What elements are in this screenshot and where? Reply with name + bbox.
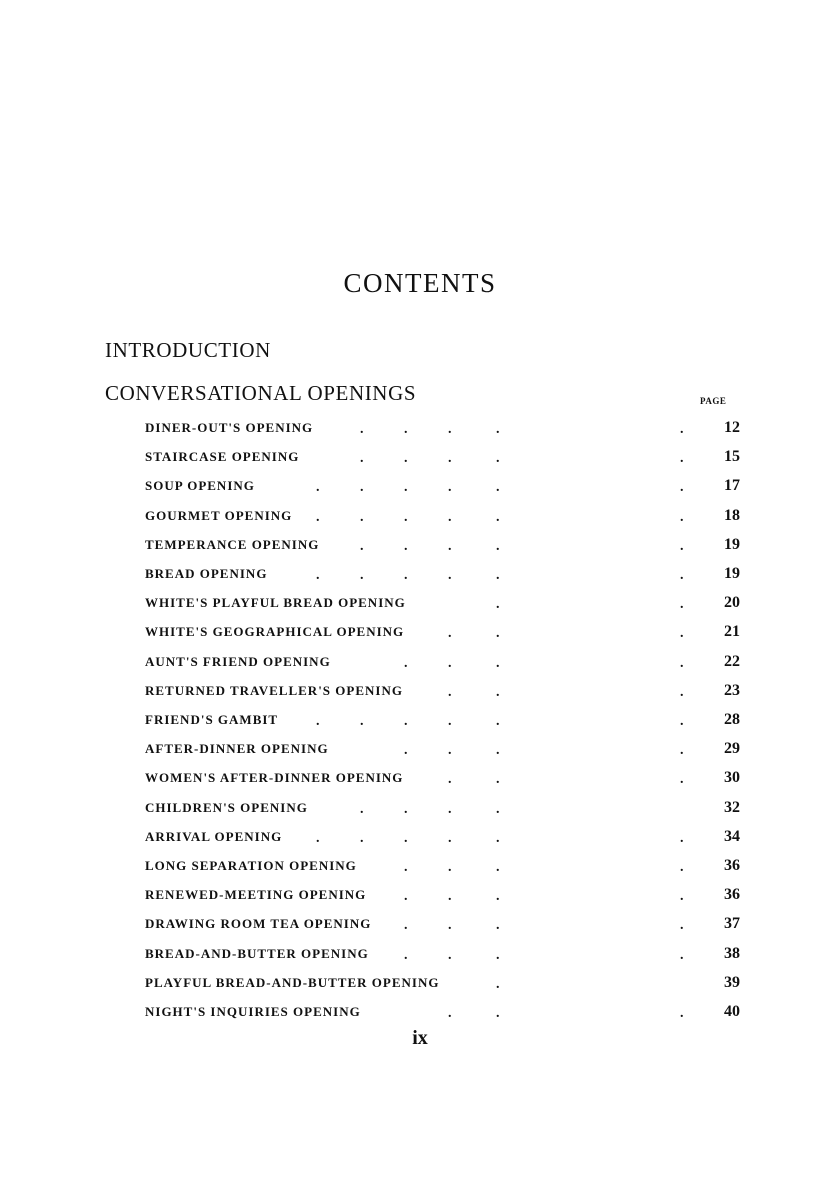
toc-entry-label: LONG SEPARATION OPENING [145,858,357,873]
toc-entry-label: AFTER-DINNER OPENING [145,741,329,756]
leader-end-dot: . [680,422,684,437]
dot-leaders: . . . . . [316,510,500,525]
dot-leaders: . . [448,1006,500,1021]
toc-entry-label: TEMPERANCE OPENING [145,537,320,552]
toc-entry-page-number: 21 [724,623,740,640]
toc-entry-page-number: 37 [724,915,740,932]
section-introduction: INTRODUCTION [105,338,271,362]
toc-entry-page-number: 18 [724,507,740,524]
toc-entry [0,942,840,964]
leader-end-dot: . [680,451,684,466]
dot-leaders: . . . [404,889,500,904]
toc-entry-label: STAIRCASE OPENING [145,449,300,464]
page-folio: ix [412,1027,428,1049]
dot-leaders: . . . [404,918,500,933]
dot-leaders: . [496,977,500,992]
dot-leaders: . . . [404,743,500,758]
leader-end-dot: . [680,568,684,583]
leader-end-dot: . [680,860,684,875]
toc-entry-label: FRIEND'S GAMBIT [145,712,279,727]
toc-entry-label: DRAWING ROOM TEA OPENING [145,916,372,931]
toc-entry [0,737,840,759]
toc-entry-page-number: 36 [724,886,740,903]
dot-leaders: . . . . [360,802,500,817]
leader-end-dot: . [680,1006,684,1021]
dot-leaders: . . [448,772,500,787]
toc-entry-page-number: 29 [724,740,740,757]
toc-entry [0,504,840,526]
toc-entry-label: ARRIVAL OPENING [145,829,283,844]
dot-leaders: . . . . [360,451,500,466]
leader-end-dot: . [680,685,684,700]
dot-leaders: . . . . [360,422,500,437]
toc-entry-label: NIGHT'S INQUIRIES OPENING [145,1004,361,1019]
toc-entry-page-number: 32 [724,799,740,816]
toc-entry-label: WHITE'S GEOGRAPHICAL OPENING [145,624,405,639]
toc-entry [0,533,840,555]
dot-leaders: . . . . . [316,831,500,846]
toc-entry [0,708,840,730]
toc-entry-label: BREAD-AND-BUTTER OPENING [145,946,369,961]
toc-entry-page-number: 30 [724,769,740,786]
page-column-header: PAGE [700,396,727,406]
leader-end-dot: . [680,831,684,846]
toc-entry [0,562,840,584]
toc-entry-label: RENEWED-MEETING OPENING [145,887,367,902]
toc-entry-page-number: 15 [724,448,740,465]
toc-entry-label: SOUP OPENING [145,478,255,493]
dot-leaders: . . . . . [316,714,500,729]
toc-entry-label: AUNT'S FRIEND OPENING [145,654,331,669]
toc-entry-page-number: 20 [724,594,740,611]
leader-end-dot: . [680,656,684,671]
leader-end-dot: . [680,772,684,787]
toc-entry-label: RETURNED TRAVELLER'S OPENING [145,683,403,698]
toc-entry-label: WHITE'S PLAYFUL BREAD OPENING [145,595,406,610]
toc-entry [0,1000,840,1022]
toc-entry-label: GOURMET OPENING [145,508,293,523]
toc-entry [0,766,840,788]
toc-entry-page-number: 12 [724,419,740,436]
toc-entry [0,883,840,905]
toc-entry [0,971,840,993]
leader-end-dot: . [680,480,684,495]
page-title: CONTENTS [343,268,497,298]
toc-entry [0,650,840,672]
leader-end-dot: . [680,597,684,612]
leader-end-dot: . [680,510,684,525]
dot-leaders: . . . . . [316,568,500,583]
toc-entry [0,416,840,438]
toc-entry [0,445,840,467]
leader-end-dot: . [680,889,684,904]
toc-entry-label: CHILDREN'S OPENING [145,800,308,815]
toc-entry-label: WOMEN'S AFTER-DINNER OPENING [145,770,404,785]
dot-leaders: . . . [404,656,500,671]
toc-entry-page-number: 23 [724,682,740,699]
toc-entry-label: BREAD OPENING [145,566,268,581]
leader-end-dot: . [680,539,684,554]
dot-leaders: . . . . . [316,480,500,495]
toc-entry [0,620,840,642]
leader-end-dot: . [680,948,684,963]
dot-leaders: . . . [404,948,500,963]
dot-leaders: . [496,597,500,612]
toc-entry-label: PLAYFUL BREAD-AND-BUTTER OPENING [145,975,440,990]
toc-entry-page-number: 28 [724,711,740,728]
toc-entry-page-number: 38 [724,945,740,962]
toc-entry [0,912,840,934]
toc-entry-page-number: 17 [724,477,740,494]
toc-entry-page-number: 22 [724,653,740,670]
leader-end-dot: . [680,918,684,933]
dot-leaders: . . . [404,860,500,875]
dot-leaders: . . [448,626,500,641]
leader-end-dot: . [680,626,684,641]
leader-end-dot: . [680,714,684,729]
toc-entry-page-number: 19 [724,536,740,553]
leader-end-dot: . [680,743,684,758]
dot-leaders: . . [448,685,500,700]
toc-entry [0,591,840,613]
toc-entry-page-number: 19 [724,565,740,582]
toc-entry-page-number: 39 [724,974,740,991]
dot-leaders: . . . . [360,539,500,554]
toc-entry-label: DINER-OUT'S OPENING [145,420,314,435]
toc-entry-page-number: 34 [724,828,740,845]
section-conversational-openings: CONVERSATIONAL OPENINGS [105,381,417,405]
toc-entry [0,825,840,847]
toc-entry [0,679,840,701]
toc-entry [0,796,840,818]
toc-entry [0,474,840,496]
toc-entry [0,854,840,876]
toc-entry-page-number: 36 [724,857,740,874]
toc-entry-page-number: 40 [724,1003,740,1020]
